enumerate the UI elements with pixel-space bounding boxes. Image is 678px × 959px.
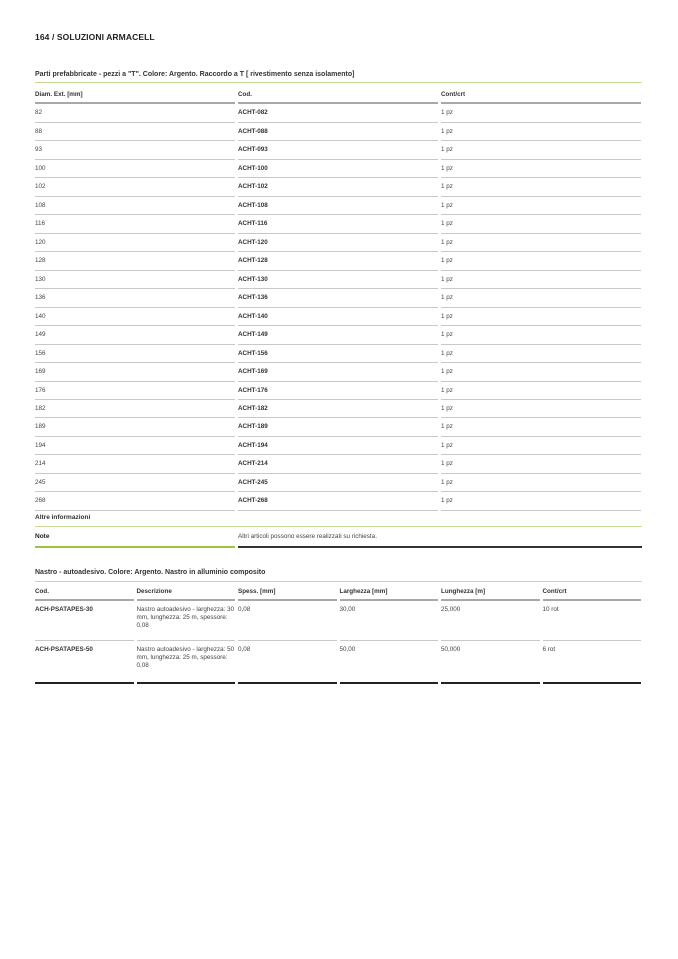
cell-qty: 1 pz	[441, 455, 641, 473]
cell-diameter: 82	[35, 104, 235, 122]
header-diameter: Diam. Ext. [mm]	[35, 86, 235, 104]
note-text: Altri articoli possono essere realizzati su richiesta.	[238, 530, 642, 548]
table-header-row	[35, 585, 645, 601]
cell-qty: 1 pz	[441, 382, 641, 400]
cell-diameter: 136	[35, 289, 235, 307]
table-row	[35, 382, 645, 400]
table-row	[35, 178, 645, 196]
table-row	[35, 160, 645, 178]
header-code: Cod.	[238, 86, 438, 104]
note-row	[35, 530, 642, 548]
cell-qty: 1 pz	[441, 215, 641, 233]
header-qty: Cont/crt	[543, 585, 642, 601]
cell-width: 30,00	[340, 601, 439, 641]
cell-diameter: 88	[35, 123, 235, 141]
cell-code: ACHT-136	[238, 289, 438, 307]
cell-code: ACHT-268	[238, 492, 438, 510]
cell-code: ACHT-082	[238, 104, 438, 122]
table-row	[35, 418, 645, 436]
table-row	[35, 197, 645, 215]
cell-diameter: 268	[35, 492, 235, 510]
cell-qty: 1 pz	[441, 289, 641, 307]
cell-code: ACHT-149	[238, 326, 438, 344]
header-code: Cod.	[35, 585, 134, 601]
table-row	[35, 123, 645, 141]
fittings-table	[35, 86, 645, 511]
cell-qty: 1 pz	[441, 363, 641, 381]
cell-thickness: 0,08	[238, 641, 337, 684]
header-description: Descrizione	[137, 585, 236, 601]
cell-code: ACH-PSATAPES-50	[35, 641, 134, 684]
cell-diameter: 189	[35, 418, 235, 436]
cell-diameter: 120	[35, 234, 235, 252]
table-row	[35, 141, 645, 159]
cell-code: ACHT-093	[238, 141, 438, 159]
cell-diameter: 102	[35, 178, 235, 196]
cell-qty: 1 pz	[441, 418, 641, 436]
cell-code: ACHT-130	[238, 271, 438, 289]
table-row	[35, 289, 645, 307]
cell-code: ACHT-169	[238, 363, 438, 381]
cell-code: ACHT-182	[238, 400, 438, 418]
table-row	[35, 308, 645, 326]
cell-diameter: 116	[35, 215, 235, 233]
cell-qty: 1 pz	[441, 271, 641, 289]
cell-qty: 1 pz	[441, 141, 641, 159]
cell-thickness: 0,08	[238, 601, 337, 641]
cell-qty: 1 pz	[441, 104, 641, 122]
cell-code: ACHT-189	[238, 418, 438, 436]
cell-qty: 1 pz	[441, 400, 641, 418]
header-thickness: Spess. [mm]	[238, 585, 337, 601]
cell-code: ACHT-140	[238, 308, 438, 326]
cell-diameter: 128	[35, 252, 235, 270]
header-width: Larghezza [mm]	[340, 585, 439, 601]
tape-table	[35, 585, 645, 684]
cell-diameter: 176	[35, 382, 235, 400]
table-row	[35, 104, 645, 122]
cell-qty: 1 pz	[441, 308, 641, 326]
cell-diameter: 149	[35, 326, 235, 344]
cell-code: ACHT-156	[238, 345, 438, 363]
table-row	[35, 363, 645, 381]
cell-code: ACH-PSATAPES-30	[35, 601, 134, 641]
cell-qty: 1 pz	[441, 437, 641, 455]
table-row	[35, 215, 645, 233]
cell-code: ACHT-245	[238, 474, 438, 492]
table-row	[35, 601, 645, 641]
cell-code: ACHT-116	[238, 215, 438, 233]
cell-qty: 6 rot	[543, 641, 642, 684]
cell-qty: 1 pz	[441, 178, 641, 196]
page-header: 164 / SOLUZIONI ARMACELL	[35, 32, 155, 42]
cell-diameter: 194	[35, 437, 235, 455]
cell-code: ACHT-120	[238, 234, 438, 252]
cell-diameter: 130	[35, 271, 235, 289]
table-row	[35, 271, 645, 289]
cell-qty: 1 pz	[441, 492, 641, 510]
cell-diameter: 93	[35, 141, 235, 159]
cell-description: Nastro autoadesivo - larghezza: 30 mm, lunghezza: 25 m, spessore: 0,08	[137, 601, 236, 641]
table-row	[35, 234, 645, 252]
cell-diameter: 182	[35, 400, 235, 418]
cell-length: 50,000	[441, 641, 540, 684]
cell-code: ACHT-128	[238, 252, 438, 270]
table-row	[35, 641, 645, 684]
cell-code: ACHT-102	[238, 178, 438, 196]
cell-code: ACHT-100	[238, 160, 438, 178]
note-label: Note	[35, 530, 235, 548]
cell-code: ACHT-214	[238, 455, 438, 473]
table-row	[35, 474, 645, 492]
table-row	[35, 326, 645, 344]
cell-qty: 1 pz	[441, 123, 641, 141]
cell-code: ACHT-194	[238, 437, 438, 455]
table-row	[35, 252, 645, 270]
cell-qty: 1 pz	[441, 160, 641, 178]
cell-length: 25,000	[441, 601, 540, 641]
cell-diameter: 245	[35, 474, 235, 492]
header-qty: Cont/crt	[441, 86, 641, 104]
divider	[35, 581, 642, 582]
cell-diameter: 108	[35, 197, 235, 215]
table-row	[35, 455, 645, 473]
cell-qty: 1 pz	[441, 345, 641, 363]
cell-diameter: 169	[35, 363, 235, 381]
cell-code: ACHT-088	[238, 123, 438, 141]
table-row	[35, 437, 645, 455]
table2-title: Nastro - autoadesivo. Colore: Argento. Nastro in alluminio composito	[35, 569, 266, 576]
cell-diameter: 156	[35, 345, 235, 363]
cell-code: ACHT-108	[238, 197, 438, 215]
table-header-row	[35, 86, 645, 104]
cell-qty: 1 pz	[441, 474, 641, 492]
cell-diameter: 100	[35, 160, 235, 178]
cell-qty: 10 rot	[543, 601, 642, 641]
cell-width: 50,00	[340, 641, 439, 684]
cell-qty: 1 pz	[441, 234, 641, 252]
table-row	[35, 400, 645, 418]
cell-diameter: 214	[35, 455, 235, 473]
header-length: Lunghezza [m]	[441, 585, 540, 601]
table-row	[35, 345, 645, 363]
cell-qty: 1 pz	[441, 252, 641, 270]
cell-code: ACHT-176	[238, 382, 438, 400]
cell-qty: 1 pz	[441, 197, 641, 215]
cell-diameter: 140	[35, 308, 235, 326]
extra-info-title: Altre informazioni	[35, 514, 91, 521]
divider	[35, 526, 642, 527]
table1-title: Parti prefabbricate - pezzi a "T". Colore: Argento. Raccordo a T [ rivestimento senza isolamento]	[35, 71, 355, 78]
cell-description: Nastro autoadesivo - larghezza: 50 mm, lunghezza: 25 m, spessore: 0,08	[137, 641, 236, 684]
divider	[35, 82, 642, 83]
table-row	[35, 492, 645, 510]
cell-qty: 1 pz	[441, 326, 641, 344]
